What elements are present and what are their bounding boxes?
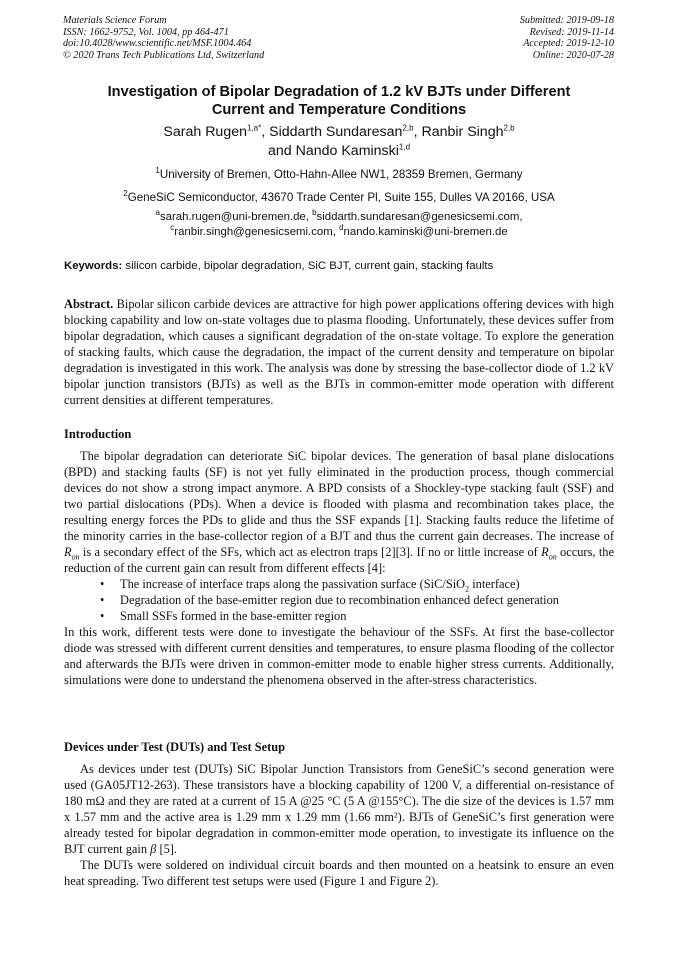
duts-text: As devices under test (DUTs) SiC Bipolar Junction Transistors from GeneSiC’s second generation were used (GA05JT12-263). These transistors have a blocking capability of 1200 V, a differential on-resistance of 180 mΩ and they are rated at a current of 15 A @25 °C (5 A @155°C). The die size of the devices is 1.57 mm x 1.57 mm and the active area is 1.29 mm x 1.29 mm (1.66 mm²). BJTs of GeneSiC’s first generation were already tested for bipolar degradation in common-emitter mode operation, to investigate its influence on the BJT current gain bbox=[64, 762, 614, 856]
r-on-symbol bbox=[541, 545, 557, 562]
intro-paragraph-1 bbox=[64, 448, 614, 576]
author-name: Ranbir Singh bbox=[421, 124, 504, 140]
author-conjunction: and bbox=[267, 143, 292, 159]
intro-text: occurs, the reduction of the current gain can result from different effects [4]: bbox=[64, 545, 614, 575]
list-item: • Small SSFs formed in the base-emitter region bbox=[120, 608, 614, 624]
duts-body bbox=[64, 761, 614, 889]
r-on-symbol bbox=[64, 545, 80, 562]
title-line-2: Current and Temperature Conditions bbox=[211, 102, 467, 118]
author-name: Nando Kaminski bbox=[295, 143, 399, 159]
beta-symbol: β bbox=[150, 842, 157, 856]
authors-line-2 bbox=[64, 142, 614, 161]
r-symbol: R bbox=[64, 545, 72, 559]
degradation-effects-list bbox=[64, 576, 614, 624]
keywords-label: Keywords: bbox=[64, 260, 123, 272]
keywords bbox=[64, 259, 614, 274]
on-subscript: on bbox=[548, 552, 557, 562]
email-link[interactable]: sarah.rugen@uni-bremen.de bbox=[159, 211, 306, 223]
journal-issn: ISSN: 1662-9752, Vol. 1004, pp 464-471 bbox=[63, 26, 229, 38]
accepted-date: Accepted: 2019-12-10 bbox=[523, 38, 614, 50]
list-item bbox=[120, 576, 614, 592]
abstract-text: Bipolar silicon carbide devices are attractive for high power applications offering devices with high blocking capability and low on-state voltages due to plasma flooding. Unfortunately, these devices suffer from bipolar degradation, which causes a significant degradation of the on-state voltage. To explore the generation of stacking faults, which cause the degradation, the impact of the current density and temperature on bipolar degradation is investigated in this work. The analysis was done by stressing the base-collector diode of 1.2 kV bipolar junction transistors (BJTs) as well as the BJTs in common-emitter mode operation with different current densities at different temperatures. bbox=[64, 297, 614, 407]
affiliation-marker: 1 bbox=[155, 166, 160, 176]
authors-line-1: Sarah Rugen$^{1,a*}$, Siddarth Sundaresan$^{2,b}$, Ranbir Singh$^{2,b}$ bbox=[163, 123, 515, 140]
section-heading-introduction: Introduction bbox=[64, 427, 132, 441]
affiliation-1 bbox=[64, 167, 614, 182]
keywords-text: silicon carbide, bipolar degradation, SiC BJT, current gain, stacking faults bbox=[125, 260, 494, 272]
author-name: Siddarth Sundaresan bbox=[269, 124, 403, 140]
abstract-label: Abstract. bbox=[64, 297, 114, 311]
author-affil: 1,a* bbox=[247, 123, 262, 133]
email-marker: b bbox=[312, 208, 317, 218]
email-marker: c bbox=[170, 223, 175, 233]
title-line-1: Investigation of Bipolar Degradation of 1.2 kV BJTs under Different bbox=[107, 84, 571, 100]
journal-header bbox=[63, 15, 264, 61]
subscript: 2 bbox=[465, 584, 470, 594]
author-affil: 1,d bbox=[398, 142, 411, 152]
abstract bbox=[64, 296, 614, 408]
intro-text: The bipolar degradation can deteriorate SiC bipolar devices. The generation of basal plane dislocations (BPD) and stacking faults (SF) is not yet fully eliminated in the production process, though commercial devices do not show a strong impact anymore. A BPD consists of a Shockley-type stacking fault (SSF) and two partial dislocations (PDs). When a device is flooded with plasma and recombination takes place, the resulting energy forces the PDs to glide and thus the SSF expands [1]. Stacking faults reduce the lifetime of the minority carries in the base-collector region of a BJT and thus the current gain decreases. The increase of bbox=[64, 449, 614, 543]
email-link[interactable]: ranbir.singh@genesicsemi.com bbox=[174, 226, 333, 238]
author-name: Sarah Rugen bbox=[163, 124, 247, 140]
emails-line-2: $^c$ranbir.singh@genesicsemi.com, $^d$nando.kaminski@uni-bremen.de bbox=[170, 223, 508, 238]
emails-line-1: $^a$sarah.rugen@uni-bremen.de, $^b$siddarth.sundaresan@genesicsemi.com, bbox=[155, 208, 523, 223]
journal-copyright: © 2020 Trans Tech Publications Ltd, Switzerland bbox=[63, 49, 265, 61]
email-link[interactable]: siddarth.sundaresan@genesicsemi.com bbox=[316, 211, 520, 223]
submitted-date: Submitted: 2019-09-18 bbox=[519, 15, 614, 26]
affiliation-2 bbox=[64, 190, 614, 205]
paper-title bbox=[64, 83, 614, 119]
duts-text: [5]. bbox=[159, 842, 177, 856]
online-date: Online: 2020-07-28 bbox=[532, 49, 614, 61]
list-item-text: The increase of interface traps along the passivation surface (SiC/SiO bbox=[120, 577, 466, 591]
on-subscript: on bbox=[71, 552, 80, 562]
affiliation-text: University of Bremen, Otto-Hahn-Allee NW1, 28359 Bremen, Germany bbox=[159, 168, 523, 181]
introduction-body bbox=[64, 448, 614, 688]
author-list bbox=[64, 123, 614, 161]
revised-date: Revised: 2019-11-14 bbox=[529, 26, 614, 38]
author-affil: 2,b bbox=[402, 123, 414, 133]
email-marker: a bbox=[155, 208, 160, 218]
email-link[interactable]: nando.kaminski@uni-bremen.de bbox=[343, 226, 508, 238]
affiliation-marker: 2 bbox=[123, 189, 128, 199]
journal-doi: doi:10.4028/www.scientific.net/MSF.1004.464 bbox=[63, 38, 252, 50]
list-item: • Degradation of the base-emitter region due to recombination enhanced defect generation bbox=[120, 592, 614, 608]
author-emails bbox=[64, 210, 614, 240]
intro-text: is a secondary effect of the SFs, which act as electron traps [2][3]. If no or little increase of bbox=[82, 545, 538, 559]
journal-name: Materials Science Forum bbox=[63, 15, 167, 26]
section-heading-duts: Devices under Test (DUTs) and Test Setup bbox=[64, 740, 286, 754]
intro-paragraph-2: In this work, different tests were done to investigate the behaviour of the SSFs. At first the base-collector diode was stressed with different current densities and temperatures, to ensure plasma flooding of the collector and afterwards the BJTs were driven in common-emitter mode to enable higher stress currents. Additionally, simulations were done to understand the phenomena observed in the after-stress characteristics. bbox=[64, 625, 614, 687]
dates-header bbox=[520, 15, 614, 61]
duts-paragraph-1 bbox=[64, 761, 614, 857]
affiliation-text: GeneSiC Semiconductor, 43670 Trade Center Pl, Suite 155, Dulles VA 20166, USA bbox=[127, 191, 555, 204]
author-affil: 2,b bbox=[503, 123, 515, 133]
email-marker: d bbox=[339, 223, 344, 233]
duts-paragraph-2: The DUTs were soldered on individual circuit boards and then mounted on a heatsink to ensure an even heat spreading. Two different test setups were used (Figure 1 and Figure 2). bbox=[64, 858, 614, 888]
list-item-text: interface) bbox=[472, 577, 520, 591]
r-symbol: R bbox=[541, 545, 549, 559]
